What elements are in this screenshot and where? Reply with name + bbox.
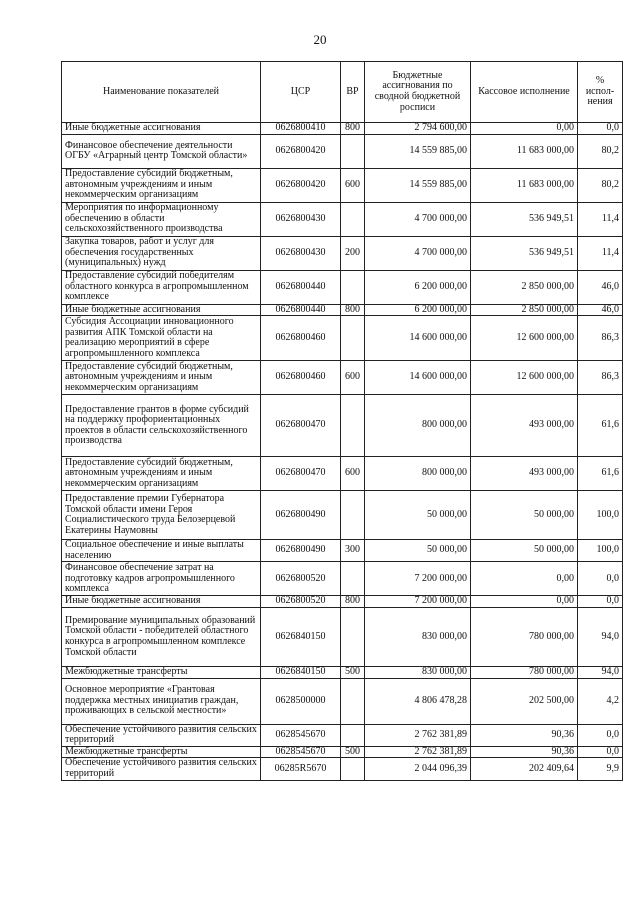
header-pct: % испол-нения (578, 62, 623, 123)
cell-plan: 800 000,00 (365, 457, 471, 491)
cell-name: Иные бюджетные ассигнования (62, 596, 261, 608)
cell-vr: 600 (341, 457, 365, 491)
cell-csr: 0626800490 (261, 491, 341, 540)
cell-plan: 14 600 000,00 (365, 316, 471, 361)
table-row (62, 666, 623, 678)
cell-csr: 0626800520 (261, 562, 341, 596)
table-row (62, 270, 623, 304)
table-row (62, 746, 623, 758)
cell-cash: 50 000,00 (471, 491, 578, 540)
cell-vr (341, 491, 365, 540)
cell-csr: 0626800440 (261, 304, 341, 316)
page-number: 20 (313, 32, 327, 47)
cell-cash: 0,00 (471, 562, 578, 596)
cell-csr: 0626800460 (261, 316, 341, 361)
cell-cash: 50 000,00 (471, 540, 578, 562)
cell-vr (341, 134, 365, 168)
cell-csr: 0626800440 (261, 270, 341, 304)
cell-csr: 0626800410 (261, 123, 341, 135)
cell-cash: 536 949,51 (471, 202, 578, 236)
header-cash: Кассовое исполнение (471, 62, 578, 123)
cell-plan: 2 762 381,89 (365, 724, 471, 746)
cell-csr: 0628545670 (261, 746, 341, 758)
cell-pct: 11,4 (578, 236, 623, 270)
cell-vr: 600 (341, 361, 365, 395)
table-row (62, 758, 623, 780)
cell-vr (341, 395, 365, 457)
cell-plan: 2 794 600,00 (365, 123, 471, 135)
table-row (62, 491, 623, 540)
cell-name: Предоставление премии Губернатора Томской области имени Героя Социалистического труда Белозерцевой Екатерины Наумовны (62, 491, 261, 540)
cell-pct: 86,3 (578, 361, 623, 395)
cell-csr: 0626800420 (261, 168, 341, 202)
cell-csr: 0628500000 (261, 678, 341, 724)
cell-pct: 94,0 (578, 607, 623, 666)
cell-cash: 536 949,51 (471, 236, 578, 270)
cell-pct: 80,2 (578, 134, 623, 168)
cell-pct: 0,0 (578, 596, 623, 608)
cell-cash: 12 600 000,00 (471, 316, 578, 361)
cell-vr: 500 (341, 746, 365, 758)
cell-vr (341, 724, 365, 746)
cell-name: Иные бюджетные ассигнования (62, 304, 261, 316)
cell-plan: 4 806 478,28 (365, 678, 471, 724)
cell-vr: 800 (341, 304, 365, 316)
cell-vr: 300 (341, 540, 365, 562)
cell-csr: 0626800490 (261, 540, 341, 562)
cell-pct: 61,6 (578, 395, 623, 457)
cell-name: Обеспечение устойчивого развития сельских территорий (62, 724, 261, 746)
cell-pct: 11,4 (578, 202, 623, 236)
cell-vr: 500 (341, 666, 365, 678)
cell-pct: 100,0 (578, 540, 623, 562)
cell-csr: 0626800430 (261, 236, 341, 270)
cell-pct: 9,9 (578, 758, 623, 780)
cell-name: Предоставление субсидий бюджетным, автономным учреждениям и иным некоммерческим организациям (62, 168, 261, 202)
cell-plan: 14 600 000,00 (365, 361, 471, 395)
table-header-row (62, 62, 623, 123)
budget-table (61, 61, 623, 781)
cell-csr: 0626840150 (261, 666, 341, 678)
cell-csr: 0628545670 (261, 724, 341, 746)
cell-name: Социальное обеспечение и иные выплаты населению (62, 540, 261, 562)
cell-name: Основное мероприятие «Грантовая поддержка местных инициатив граждан, проживающих в сельской местности» (62, 678, 261, 724)
cell-pct: 61,6 (578, 457, 623, 491)
cell-plan: 830 000,00 (365, 666, 471, 678)
cell-pct: 80,2 (578, 168, 623, 202)
cell-cash: 12 600 000,00 (471, 361, 578, 395)
cell-vr (341, 316, 365, 361)
cell-cash: 90,36 (471, 724, 578, 746)
cell-plan: 2 044 096,39 (365, 758, 471, 780)
table-row (62, 724, 623, 746)
cell-name: Финансовое обеспечение деятельности ОГБУ «Аграрный центр Томской области» (62, 134, 261, 168)
cell-name: Предоставление субсидий бюджетным, автономным учреждениям и иным некоммерческим организациям (62, 361, 261, 395)
cell-cash: 0,00 (471, 596, 578, 608)
cell-name: Обеспечение устойчивого развития сельских территорий (62, 758, 261, 780)
table-row (62, 678, 623, 724)
cell-plan: 4 700 000,00 (365, 236, 471, 270)
cell-cash: 90,36 (471, 746, 578, 758)
cell-plan: 4 700 000,00 (365, 202, 471, 236)
cell-vr (341, 607, 365, 666)
cell-plan: 14 559 885,00 (365, 134, 471, 168)
cell-cash: 780 000,00 (471, 666, 578, 678)
cell-pct: 46,0 (578, 270, 623, 304)
cell-name: Мероприятия по информационному обеспечению в области сельскохозяйственного производства (62, 202, 261, 236)
cell-cash: 780 000,00 (471, 607, 578, 666)
cell-name: Предоставление грантов в форме субсидий на поддержку профориентационных проектов в области сельскохозяйственного производства (62, 395, 261, 457)
cell-pct: 0,0 (578, 562, 623, 596)
cell-name: Иные бюджетные ассигнования (62, 123, 261, 135)
cell-name: Предоставление субсидий бюджетным, автономным учреждениям и иным некоммерческим организациям (62, 457, 261, 491)
cell-vr (341, 678, 365, 724)
cell-name: Закупка товаров, работ и услуг для обеспечения государственных (муниципальных) нужд (62, 236, 261, 270)
table-row (62, 540, 623, 562)
header-name: Наименование показателей (62, 62, 261, 123)
table-row (62, 304, 623, 316)
cell-vr: 600 (341, 168, 365, 202)
cell-plan: 6 200 000,00 (365, 270, 471, 304)
cell-csr: 0626800470 (261, 395, 341, 457)
cell-name: Финансовое обеспечение затрат на подготовку кадров агропромышленного комплекса (62, 562, 261, 596)
cell-csr: 06285R5670 (261, 758, 341, 780)
cell-vr: 800 (341, 123, 365, 135)
cell-name: Премирование муниципальных образований Томской области - победителей областного конкурса в агропромышленном комплексе Томской области (62, 607, 261, 666)
cell-vr (341, 758, 365, 780)
cell-pct: 0,0 (578, 746, 623, 758)
cell-pct: 0,0 (578, 724, 623, 746)
cell-plan: 830 000,00 (365, 607, 471, 666)
cell-name: Межбюджетные трансферты (62, 666, 261, 678)
cell-csr: 0626800430 (261, 202, 341, 236)
cell-pct: 4,2 (578, 678, 623, 724)
table-row (62, 596, 623, 608)
cell-csr: 0626800470 (261, 457, 341, 491)
cell-cash: 11 683 000,00 (471, 168, 578, 202)
cell-plan: 7 200 000,00 (365, 596, 471, 608)
table-row (62, 607, 623, 666)
cell-cash: 0,00 (471, 123, 578, 135)
cell-plan: 14 559 885,00 (365, 168, 471, 202)
cell-plan: 50 000,00 (365, 491, 471, 540)
cell-pct: 46,0 (578, 304, 623, 316)
table-row (62, 168, 623, 202)
cell-csr: 0626800460 (261, 361, 341, 395)
cell-cash: 493 000,00 (471, 457, 578, 491)
cell-csr: 0626800420 (261, 134, 341, 168)
cell-name: Предоставление субсидий победителям областного конкурса в агропромышленном комплексе (62, 270, 261, 304)
table-row (62, 361, 623, 395)
cell-vr (341, 202, 365, 236)
cell-name: Межбюджетные трансферты (62, 746, 261, 758)
table-row (62, 457, 623, 491)
cell-pct: 100,0 (578, 491, 623, 540)
header-csr: ЦСР (261, 62, 341, 123)
table-row (62, 236, 623, 270)
table-row (62, 202, 623, 236)
cell-csr: 0626800520 (261, 596, 341, 608)
cell-vr: 200 (341, 236, 365, 270)
cell-cash: 493 000,00 (471, 395, 578, 457)
cell-pct: 0,0 (578, 123, 623, 135)
header-plan: Бюджетные ассигнования по сводной бюджетной росписи (365, 62, 471, 123)
cell-pct: 94,0 (578, 666, 623, 678)
cell-plan: 800 000,00 (365, 395, 471, 457)
cell-pct: 86,3 (578, 316, 623, 361)
table-row (62, 123, 623, 135)
cell-vr (341, 270, 365, 304)
cell-plan: 6 200 000,00 (365, 304, 471, 316)
cell-cash: 202 409,64 (471, 758, 578, 780)
cell-vr: 800 (341, 596, 365, 608)
cell-name: Субсидия Ассоциации инновационного развития АПК Томской области на реализацию мероприятий в сфере агропромышленного комплекса (62, 316, 261, 361)
header-vr: ВР (341, 62, 365, 123)
cell-plan: 2 762 381,89 (365, 746, 471, 758)
table-row (62, 562, 623, 596)
cell-cash: 2 850 000,00 (471, 270, 578, 304)
cell-cash: 2 850 000,00 (471, 304, 578, 316)
table-row (62, 395, 623, 457)
table-row (62, 316, 623, 361)
cell-plan: 50 000,00 (365, 540, 471, 562)
cell-cash: 202 500,00 (471, 678, 578, 724)
table-row (62, 134, 623, 168)
cell-cash: 11 683 000,00 (471, 134, 578, 168)
cell-plan: 7 200 000,00 (365, 562, 471, 596)
cell-vr (341, 562, 365, 596)
cell-csr: 0626840150 (261, 607, 341, 666)
